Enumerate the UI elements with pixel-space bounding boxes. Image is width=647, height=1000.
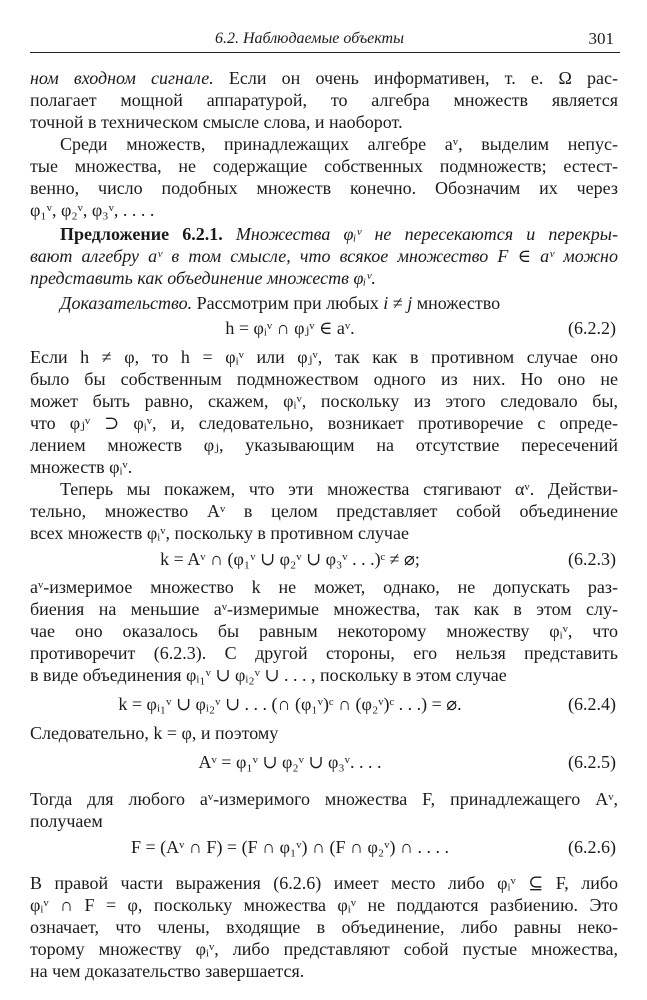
text-line: на чем доказательство завершается. (30, 961, 305, 981)
text-line: было бы собственным подмножеством одного из них. Но оно не (30, 369, 618, 389)
text-line: чае оно оказалось бы равным некоторому множеству φᵢᵛ, что (30, 621, 618, 641)
text-line: торому множеству φᵢᵛ, либо представляют собой пустые множества, (30, 939, 618, 959)
text-line: в виде объединения φᵢ₁ᵛ ∪ φᵢ₂ᵛ ∪ . . . , поскольку в этом случае (30, 665, 507, 685)
text-line: лением множеств φⱼ, указывающим на отсутствие пересечений (30, 435, 618, 455)
line-rest: Если он очень информативен, т. е. Ω рас- (228, 68, 619, 88)
text-line: противоречит (6.2.3). С другой стороны, его нельзя представить (30, 643, 618, 663)
text-line: что φⱼᵛ ⊃ φᵢᵛ, и, следовательно, возникает противоречие с опреде- (30, 413, 618, 433)
text-line: aᵛ-измеримое множество k не может, однако, не допускать раз- (30, 577, 618, 597)
text-line: биения на меньшие aᵛ-измеримые множества, так как в этом слу- (30, 599, 618, 619)
text-line: всех множеств φᵢᵛ, поскольку в противном случае (30, 523, 409, 543)
equation-formula: Aᵛ = φ₁ᵛ ∪ φ₂ᵛ ∪ φ₃ᵛ. . . . (198, 752, 382, 772)
equation-formula: F = (Aᵛ ∩ F) = (F ∩ φ₁ᵛ) ∩ (F ∩ φ₂ᵛ) ∩ . . . . (130, 837, 449, 857)
italic-fragment: ном входном сигнале. (30, 68, 214, 88)
proposition-label: Предложение 6.2.1. (60, 224, 223, 244)
equation (30, 750, 620, 774)
page-number: 301 (588, 29, 614, 48)
text-line: Среди множеств, принадлежащих алгебре aᵛ, выделим непус- (60, 134, 618, 154)
equation-number: (6.2.5) (568, 752, 616, 772)
equation (30, 547, 620, 571)
equation (30, 316, 620, 340)
equation-number: (6.2.6) (568, 837, 616, 857)
equation-number: (6.2.4) (568, 694, 616, 714)
text-line: Тогда для любого aᵛ-измеримого множества F, принадлежащего Aᵛ, (30, 789, 618, 809)
text-line: Если h ≠ φ, то h = φᵢᵛ или φⱼᵛ, так как в противном случае оно (30, 347, 618, 367)
text-line (30, 67, 618, 89)
equation-formula: k = φᵢ₁ᵛ ∪ φᵢ₂ᵛ ∪ . . . (∩ (φ₁ᵛ)ᶜ ∩ (φ₂ᵛ)ᶜ . . .) = ⌀. (118, 694, 462, 714)
proof-label: Доказательство. (60, 293, 193, 313)
text-line: точной в техническом смысле слова, и наоборот. (30, 112, 403, 132)
equation-formula: h = φᵢᵛ ∩ φⱼᵛ ∈ aᵛ. (225, 318, 355, 338)
equation-formula: k = Aᵛ ∩ (φ₁ᵛ ∪ φ₂ᵛ ∪ φ₃ᵛ . . .)ᶜ ≠ ⌀; (160, 549, 420, 569)
proof-line: Доказательство. Рассмотрим при любых i ≠ j множество (60, 293, 501, 313)
equation-number: (6.2.2) (568, 318, 616, 338)
text-line: φᵢᵛ ∩ F = φ, поскольку множества φᵢᵛ не поддаются разбиению. Это (30, 895, 618, 915)
equation (30, 692, 620, 716)
text-line: множеств φᵢᵛ. (30, 457, 133, 477)
text-line: Следовательно, k = φ, и поэтому (30, 723, 279, 743)
text-line: тые множества, не содержащие собственных подмножеств; естест- (30, 156, 618, 176)
equation-number: (6.2.3) (568, 549, 616, 569)
equation (30, 835, 620, 859)
text-line: φ₁ᵛ, φ₂ᵛ, φ₃ᵛ, . . . . (30, 200, 155, 220)
page-header (30, 28, 620, 53)
text-line: полагает мощной аппаратурой, то алгебра множеств является (30, 90, 618, 110)
text-line: Теперь мы покажем, что эти множества стягивают αᵛ. Действи- (60, 479, 618, 499)
text-line: венно, число подобных множеств конечно. Обозначим их через (30, 178, 618, 198)
text-line: означает, что члены, входящие в объединение, либо равны неко- (30, 917, 618, 937)
text-line: В правой части выражения (6.2.6) имеет место либо φᵢᵛ ⊆ F, либо (30, 873, 618, 893)
text-line: тельно, множество Aᵛ в целом представляет собой объединение (30, 501, 618, 521)
text-line: получаем (30, 811, 103, 831)
proposition-line: вают алгебру aᵛ в том смысле, что всякое множество F ∈ aᵛ можно (30, 246, 618, 266)
proposition-line: представить как объединение множеств φᵢᵛ. (30, 268, 376, 288)
running-title: 6.2. Наблюдаемые объекты (215, 30, 404, 47)
proposition-line: Предложение 6.2.1. Множества φᵢᵛ не пересекаются и перекры- (60, 224, 618, 244)
text-line: может быть равно, скажем, φᵢᵛ, поскольку из этого следовало бы, (30, 391, 618, 411)
